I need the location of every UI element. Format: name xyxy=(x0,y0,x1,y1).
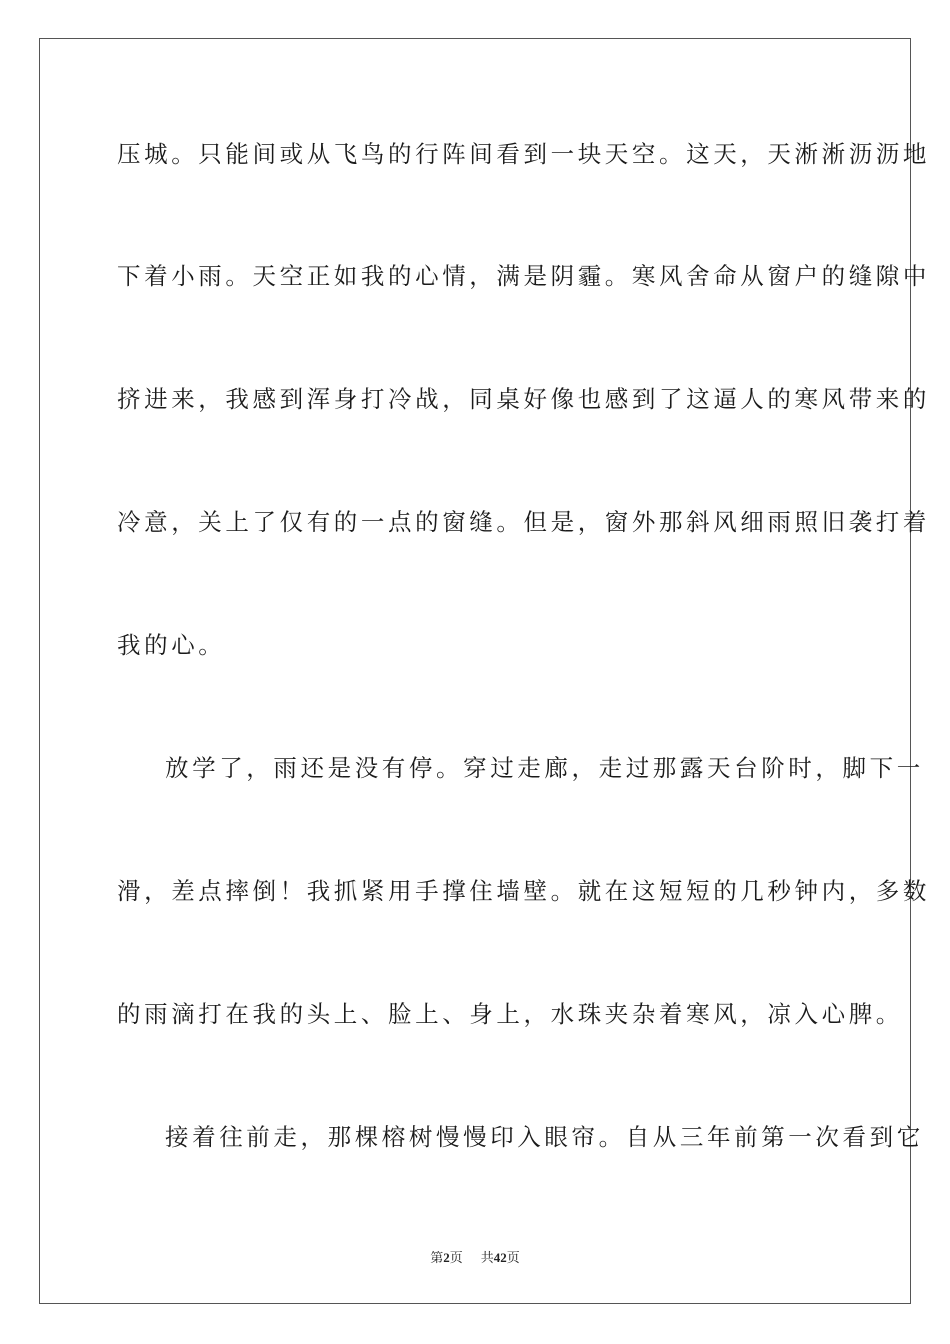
footer-total-suffix: 页 xyxy=(506,1250,520,1265)
text-line-3: 挤进来，我感到浑身打冷战，同桌好像也感到了这逼人的寒风带来的 xyxy=(117,385,930,413)
page-footer xyxy=(0,1247,950,1266)
text-line-7: 滑，差点摔倒！我抓紧用手撑住墙壁。就在这短短的几秒钟内，多数 xyxy=(117,877,930,905)
text-line-6: 放学了，雨还是没有停。穿过走廊，走过那露天台阶时，脚下一 xyxy=(165,754,924,782)
text-line-9: 接着往前走，那棵榕树慢慢印入眼帘。自从三年前第一次看到它 xyxy=(165,1123,924,1151)
text-line-5: 我的心。 xyxy=(117,631,226,659)
text-line-8: 的雨滴打在我的头上、脸上、身上，水珠夹杂着寒风，凉入心脾。 xyxy=(117,1000,903,1028)
text-line-1: 压城。只能间或从飞鸟的行阵间看到一块天空。这天，天淅淅沥沥地 xyxy=(117,140,930,168)
footer-total-pages: 42 xyxy=(493,1250,507,1265)
text-line-2: 下着小雨。天空正如我的心情，满是阴霾。寒风舍命从窗户的缝隙中 xyxy=(117,262,930,290)
footer-page-suffix: 页 xyxy=(449,1250,463,1265)
page-border xyxy=(39,38,911,1304)
footer-page-prefix: 第 xyxy=(430,1250,444,1265)
footer-total-prefix: 共 xyxy=(480,1250,494,1265)
text-line-4: 冷意，关上了仅有的一点的窗缝。但是，窗外那斜风细雨照旧袭打着 xyxy=(117,508,930,536)
footer-page-number: 2 xyxy=(443,1250,450,1265)
